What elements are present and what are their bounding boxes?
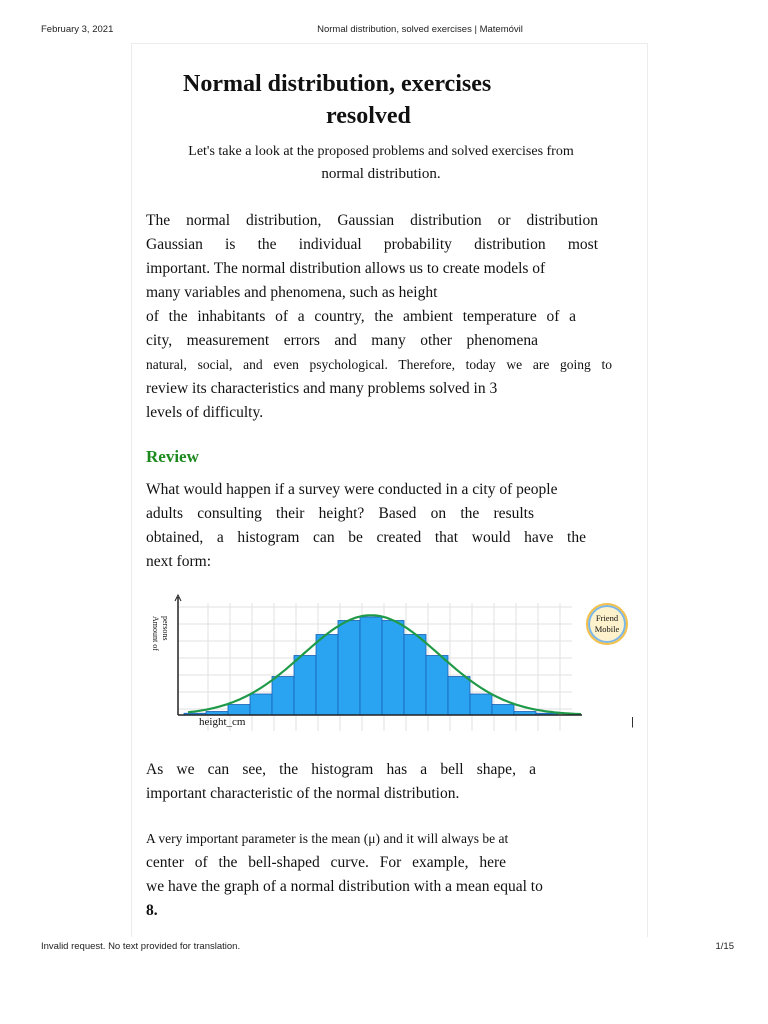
intro-paragraph bbox=[146, 209, 612, 425]
mean-line: A very important parameter is the mean (μ) and it will always be at bbox=[146, 831, 509, 846]
histogram-bar bbox=[492, 705, 514, 716]
page-counter: 1/15 bbox=[715, 941, 734, 952]
title-line-2: resolved bbox=[326, 103, 411, 129]
print-date: February 3, 2021 bbox=[41, 24, 114, 35]
mean-line: 8. bbox=[146, 902, 158, 919]
badge-line-1: Friend bbox=[595, 613, 619, 623]
intro-line: natural, social, and even psychological. Therefore, today we are going to bbox=[146, 357, 612, 372]
histogram-bar bbox=[426, 656, 448, 716]
footer-note: Invalid request. No text provided for translation. bbox=[41, 941, 241, 952]
review-paragraph bbox=[146, 478, 598, 574]
text-caret: | bbox=[631, 716, 634, 728]
histogram-bar bbox=[470, 694, 492, 715]
intro-line: many variables and phenomena, such as height bbox=[146, 284, 438, 301]
mean-line: center of the bell-shaped curve. For example, here bbox=[146, 854, 506, 871]
print-footer bbox=[0, 941, 768, 955]
histogram-bar bbox=[272, 677, 294, 716]
intro-line: of the inhabitants of a country, the ambient temperature of a bbox=[146, 308, 576, 325]
y-axis-label-line-2: persons bbox=[161, 616, 170, 641]
subtitle-line-1: Let's take a look at the proposed problems and solved exercises from bbox=[188, 144, 574, 159]
mean-paragraph bbox=[146, 827, 598, 923]
bell-line: important characteristic of the normal distribution. bbox=[146, 785, 460, 802]
badge-line-2: Mobile bbox=[594, 624, 620, 634]
review-line: next form: bbox=[146, 553, 211, 570]
bell-line: As we can see, the histogram has a bell shape, a bbox=[146, 761, 536, 778]
histogram-bar bbox=[316, 635, 338, 716]
histogram-bar bbox=[448, 677, 470, 716]
print-header bbox=[0, 24, 768, 38]
review-heading: Review bbox=[146, 447, 199, 466]
intro-line: review its characteristics and many problems solved in 3 bbox=[146, 380, 498, 397]
histogram-bar bbox=[382, 621, 404, 716]
intro-line: important. The normal distribution allows us to create models of bbox=[146, 260, 546, 277]
page-title bbox=[183, 68, 563, 132]
review-line: adults consulting their height? Based on the results bbox=[146, 505, 534, 522]
histogram-bar bbox=[360, 617, 382, 715]
intro-line: levels of difficulty. bbox=[146, 404, 264, 421]
bell-paragraph bbox=[146, 758, 598, 806]
intro-line: city, measurement errors and many other phenomena bbox=[146, 332, 538, 349]
review-line: obtained, a histogram can be created that would have the bbox=[146, 529, 586, 546]
friend-mobile-badge bbox=[586, 603, 628, 645]
x-axis-label: height_cm bbox=[199, 716, 246, 728]
title-line-1: Normal distribution, exercises bbox=[183, 71, 492, 97]
y-axis-label-line-1: Amount of bbox=[151, 616, 160, 651]
histogram-bar bbox=[228, 705, 250, 716]
intro-line: Gaussian is the individual probability distribution most bbox=[146, 236, 598, 253]
print-title: Normal distribution, solved exercises | Matemóvil bbox=[317, 24, 523, 35]
subtitle-line-2: normal distribution. bbox=[321, 166, 441, 182]
y-axis-label bbox=[150, 616, 190, 660]
subtitle bbox=[146, 141, 616, 185]
mean-line: we have the graph of a normal distribution with a mean equal to bbox=[146, 878, 543, 895]
histogram-bar bbox=[250, 694, 272, 715]
review-line: What would happen if a survey were conducted in a city of people bbox=[146, 481, 558, 498]
histogram-bar bbox=[294, 656, 316, 716]
histogram-bar bbox=[338, 621, 360, 716]
histogram-bar bbox=[404, 635, 426, 716]
intro-line: The normal distribution, Gaussian distribution or distribution bbox=[146, 212, 598, 229]
